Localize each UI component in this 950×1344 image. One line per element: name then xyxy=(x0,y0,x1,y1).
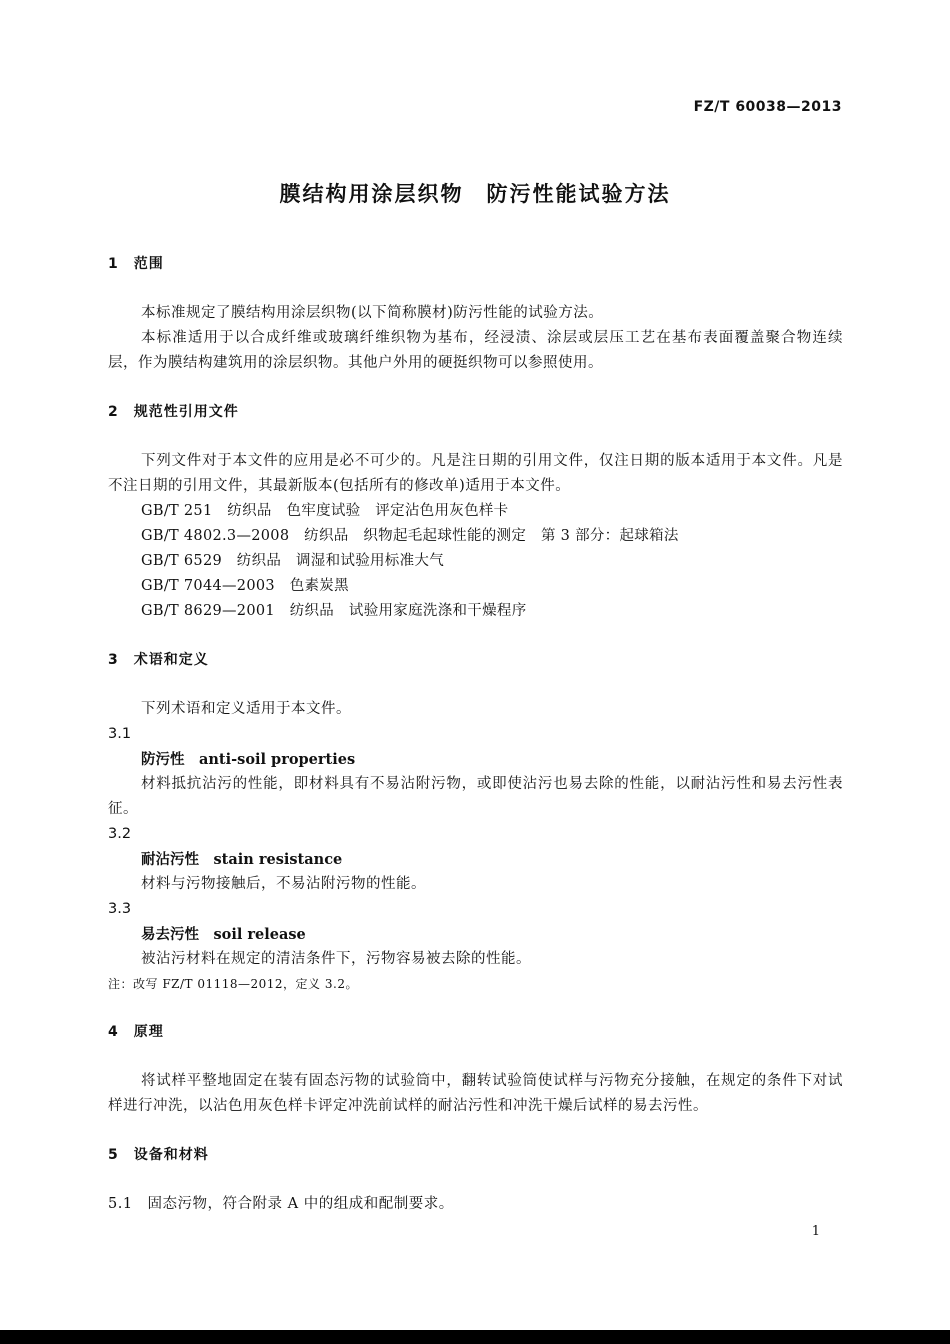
section-1-paragraph-2: 本标准适用于以合成纤维或玻璃纤维织物为基布，经浸渍、涂层或层压工艺在基布表面覆盖聚合物连续层，作为膜结构建筑用的涂层织物。其他户外用的硬挺织物可以参照使用。 xyxy=(108,330,843,371)
term-note: 注：改写 FZ/T 01118—2012，定义 3.2。 xyxy=(108,977,358,991)
term-name: 易去污性 soil release xyxy=(141,926,306,943)
reference-item: GB/T 6529 纺织品 调湿和试验用标准大气 xyxy=(141,553,445,569)
section-1-paragraph-1: 本标准规定了膜结构用涂层织物(以下简称膜材)防污性能的试验方法。 xyxy=(141,305,604,321)
term-definition: 被沾污材料在规定的清洁条件下，污物容易被去除的性能。 xyxy=(141,951,531,967)
reference-item: GB/T 4802.3—2008 纺织品 织物起毛起球性能的测定 第 3 部分：起球箱法 xyxy=(141,528,679,544)
term-number: 3.2 xyxy=(108,826,132,842)
term-number: 3.1 xyxy=(108,726,132,742)
standard-code: FZ/T 60038—2013 xyxy=(693,99,842,115)
reference-item: GB/T 7044—2003 色素炭黑 xyxy=(141,578,349,594)
section-3-heading: 3 术语和定义 xyxy=(108,652,209,668)
section-4-heading: 4 原理 xyxy=(108,1024,164,1040)
term-definition: 材料抵抗沾污的性能，即材料具有不易沾附污物，或即使沾污也易去除的性能，以耐沾污性和易去污性表征。 xyxy=(108,776,843,817)
section-1-heading: 1 范围 xyxy=(108,256,164,272)
section-3-intro: 下列术语和定义适用于本文件。 xyxy=(141,701,351,717)
section-4-paragraph: 将试样平整地固定在装有固态污物的试验筒中，翻转试验筒使试样与污物充分接触，在规定的条件下对试样进行冲洗，以沾色用灰色样卡评定冲洗前试样的耐沾污性和冲洗干燥后试样的易去污性。 xyxy=(108,1073,843,1114)
section-2-intro: 下列文件对于本文件的应用是必不可少的。凡是注日期的引用文件，仅注日期的版本适用于本文件。凡是不注日期的引用文件，其最新版本(包括所有的修改单)适用于本文件。 xyxy=(108,453,843,494)
document-body xyxy=(108,252,843,1217)
term-number: 3.3 xyxy=(108,901,132,917)
term-definition: 材料与污物接触后，不易沾附污物的性能。 xyxy=(141,876,426,892)
document-title: 膜结构用涂层织物 防污性能试验方法 xyxy=(279,182,671,206)
page-number: 1 xyxy=(811,1224,820,1239)
section-5-heading: 5 设备和材料 xyxy=(108,1147,209,1163)
bottom-border xyxy=(0,1330,950,1344)
reference-item: GB/T 8629—2001 纺织品 试验用家庭洗涤和干燥程序 xyxy=(141,603,527,619)
term-name: 防污性 anti-soil properties xyxy=(141,751,356,768)
term-name: 耐沾污性 stain resistance xyxy=(141,851,343,868)
subclause-5-1: 5.1 固态污物，符合附录 A 中的组成和配制要求。 xyxy=(108,1196,454,1212)
section-2-heading: 2 规范性引用文件 xyxy=(108,404,239,420)
reference-item: GB/T 251 纺织品 色牢度试验 评定沾色用灰色样卡 xyxy=(141,503,509,519)
